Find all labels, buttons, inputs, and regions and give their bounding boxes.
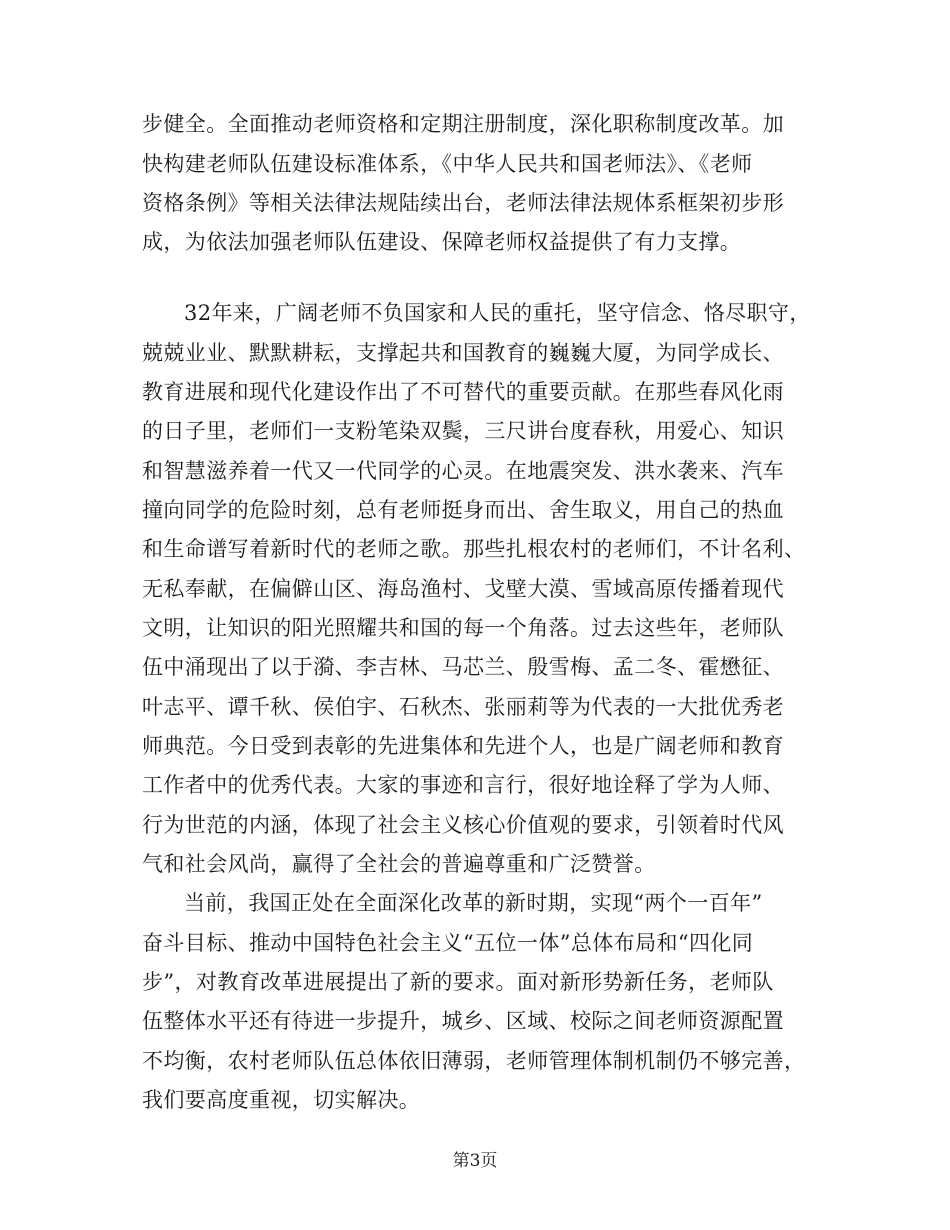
body-text-line: 我们要高度重视，切实解决。 xyxy=(142,1088,421,1112)
body-text-line: 奋斗目标、推动中国特色社会主义“五位一体”总体布局和“四化同 xyxy=(142,931,754,955)
body-text-line: 和生命谱写着新时代的老师之歌。那些扎根农村的老师们，不计名利、 xyxy=(142,537,806,561)
body-text-line: 伍整体水平还有待进一步提升，城乡、区域、校际之间老师资源配置 xyxy=(142,1009,784,1033)
body-text-line: 步”，对教育改革进展提出了新的要求。面对新形势新任务，老师队 xyxy=(142,970,774,994)
body-text-line: 师典范。今日受到表彰的先进集体和先进个人，也是广阔老师和教育 xyxy=(142,734,784,758)
body-text-line: 成，为依法加强老师队伍建设、保障老师权益提供了有力支撑。 xyxy=(142,230,742,254)
body-text-line: 32年来，广阔老师不负国家和人民的重托，坚守信念、恪尽职守， xyxy=(184,301,811,325)
body-text-line: 当前，我国正处在全面深化改革的新时期，实现“两个一百年” xyxy=(184,891,763,915)
body-text-line: 教育进展和现代化建设作出了不可替代的重要贡献。在那些春风化雨 xyxy=(142,380,784,404)
body-text-line: 资格条例》等相关法律法规陆续出台，老师法律法规体系框架初步形 xyxy=(142,191,784,215)
body-text-line: 快构建老师队伍建设标准体系，《中华人民共和国老师法》、《老师 xyxy=(142,152,753,176)
body-text-line: 不均衡，农村老师队伍总体依旧薄弱，老师管理体制机制仍不够完善， xyxy=(142,1049,806,1073)
body-text-line: 撞向同学的危险时刻，总有老师挺身而出、舍生取义，用自己的热血 xyxy=(142,498,784,522)
page-number: 第3页 xyxy=(452,1151,498,1171)
body-text-line: 文明，让知识的阳光照耀共和国的每一个角落。过去这些年，老师队 xyxy=(142,616,784,640)
body-text-line: 和智慧滋养着一代又一代同学的心灵。在地震突发、洪水袭来、汽车 xyxy=(142,459,784,483)
body-text-line: 叶志平、谭千秋、侯伯宇、石秋杰、张丽莉等为代表的一大批优秀老 xyxy=(142,695,784,719)
body-text-line: 工作者中的优秀代表。大家的事迹和言行，很好地诠释了学为人师、 xyxy=(142,773,784,797)
body-text-line: 的日子里，老师们一支粉笔染双鬓，三尺讲台度春秋，用爱心、知识 xyxy=(142,419,784,443)
body-text-line: 行为世范的内涵，体现了社会主义核心价值观的要求，引领着时代风 xyxy=(142,813,784,837)
body-text-line: 步健全。全面推动老师资格和定期注册制度，深化职称制度改革。加 xyxy=(142,112,784,136)
body-text-line: 无私奉献，在偏僻山区、海岛渔村、戈壁大漠、雪域高原传播着现代 xyxy=(142,577,784,601)
body-text-line: 气和社会风尚，赢得了全社会的普遍尊重和广泛赞誉。 xyxy=(142,852,656,876)
body-text-line: 兢兢业业、默默耕耘，支撑起共和国教育的巍巍大厦，为同学成长、 xyxy=(142,341,784,365)
body-text-line: 伍中涌现出了以于漪、李吉林、马芯兰、殷雪梅、孟二冬、霍懋征、 xyxy=(142,655,784,679)
